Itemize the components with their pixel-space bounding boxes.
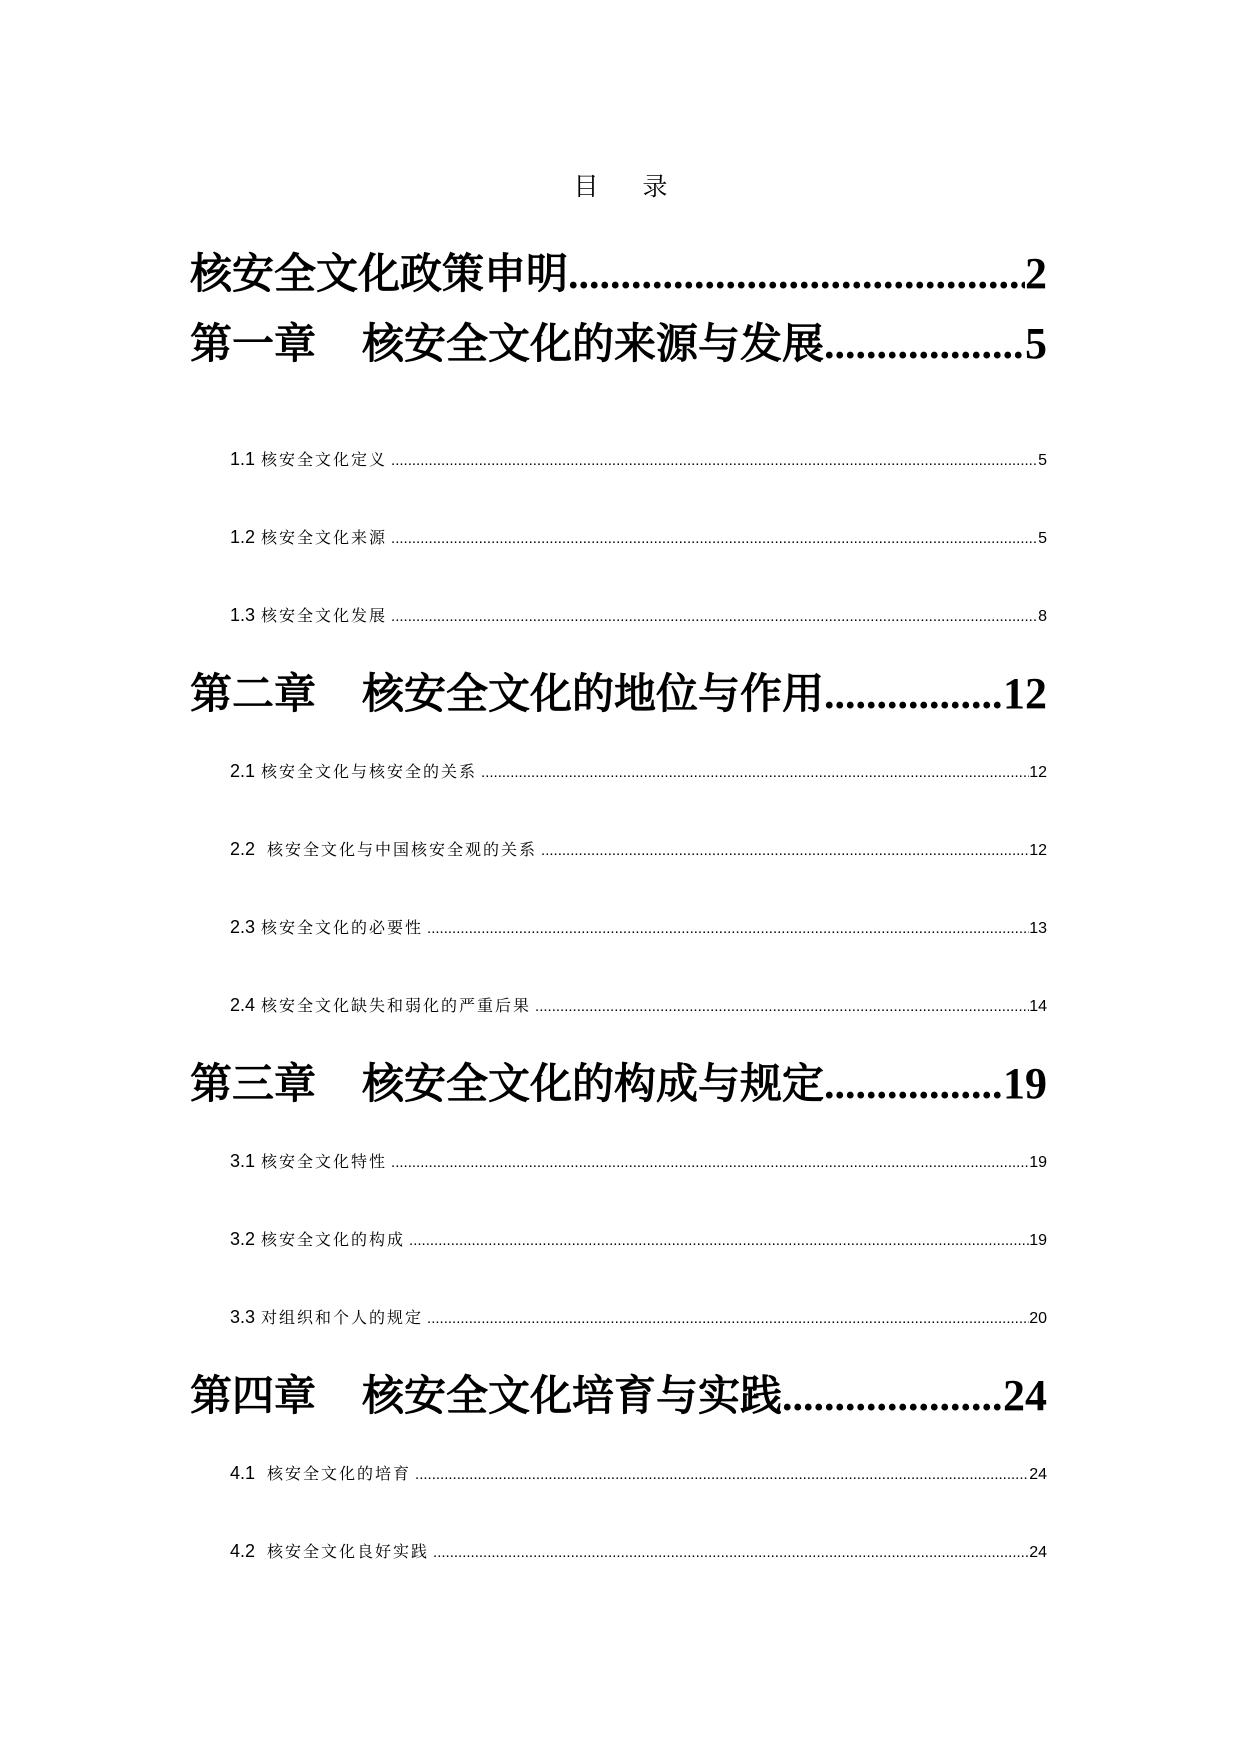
toc-entry-label: 核安全文化特性 xyxy=(261,1152,388,1171)
toc-leader-dots xyxy=(387,526,1038,552)
toc-entry-label: 核安全文化的必要性 xyxy=(261,918,424,937)
toc-chapter-number: 第二章 xyxy=(190,669,317,718)
toc-entry-label: 核安全文化缺失和弱化的严重后果 xyxy=(261,996,532,1015)
toc-section-number: 1.3 xyxy=(230,605,256,625)
toc-leader-dots xyxy=(824,1057,1003,1113)
toc-entry-section-4-1[interactable] xyxy=(230,1460,1047,1486)
toc-entry-policy-statement[interactable] xyxy=(190,246,1047,302)
toc-entry-section-3-1[interactable] xyxy=(230,1148,1047,1174)
toc-leader-dots xyxy=(824,317,1025,373)
toc-page-number: 19 xyxy=(1029,1154,1047,1171)
toc-entry-section-2-2[interactable] xyxy=(230,836,1047,862)
toc-entry-label: 核安全文化的构成与规定 xyxy=(362,1059,825,1108)
toc-section-number: 1.2 xyxy=(230,527,256,547)
toc-page-number: 14 xyxy=(1029,998,1047,1015)
toc-entry-label: 核安全文化的培育 xyxy=(267,1464,412,1483)
toc-entry-label: 核安全文化与中国核安全观的关系 xyxy=(267,840,538,859)
toc-page-number: 19 xyxy=(1029,1232,1047,1249)
toc-section-number: 2.2 xyxy=(230,839,256,859)
toc-page-number: 19 xyxy=(1003,1059,1047,1108)
toc-entry-section-2-1[interactable] xyxy=(230,758,1047,784)
toc-leader-dots xyxy=(537,838,1029,864)
toc-section-number: 4.1 xyxy=(230,1463,256,1483)
toc-entry-section-1-2[interactable] xyxy=(230,524,1047,550)
toc-leader-dots xyxy=(405,1228,1029,1254)
toc-leader-dots xyxy=(411,1462,1029,1488)
toc-chapter-number: 第四章 xyxy=(190,1371,317,1420)
toc-entry-section-4-2[interactable] xyxy=(230,1538,1047,1564)
toc-leader-dots xyxy=(531,994,1029,1020)
toc-leader-dots xyxy=(423,916,1029,942)
toc-entry-chapter-1[interactable] xyxy=(190,316,1047,372)
toc-chapter-number: 第三章 xyxy=(190,1059,317,1108)
toc-leader-dots xyxy=(429,1540,1029,1566)
toc-entry-label: 对组织和个人的规定 xyxy=(261,1308,424,1327)
toc-page-number: 12 xyxy=(1003,669,1047,718)
toc-entry-section-3-3[interactable] xyxy=(230,1304,1047,1330)
toc-entry-chapter-2[interactable] xyxy=(190,666,1047,722)
toc-entry-label: 核安全文化的来源与发展 xyxy=(362,319,825,368)
toc-page-number: 24 xyxy=(1029,1466,1047,1483)
toc-page-number: 12 xyxy=(1029,842,1047,859)
toc-page-number: 5 xyxy=(1038,452,1047,469)
toc-section-number: 2.1 xyxy=(230,761,256,781)
toc-page-number: 13 xyxy=(1029,920,1047,937)
toc-entry-label: 核安全文化定义 xyxy=(261,450,388,469)
toc-page-number: 24 xyxy=(1029,1544,1047,1561)
toc-leader-dots xyxy=(387,448,1038,474)
toc-entry-label: 核安全文化良好实践 xyxy=(267,1542,430,1561)
toc-page-number: 20 xyxy=(1029,1310,1047,1327)
toc-entry-label: 核安全文化培育与实践 xyxy=(362,1371,783,1420)
toc-leader-dots xyxy=(782,1369,1003,1425)
toc-entry-section-1-1[interactable] xyxy=(230,446,1047,472)
toc-section-number: 4.2 xyxy=(230,1541,256,1561)
toc-entry-label: 核安全文化的构成 xyxy=(261,1230,406,1249)
toc-page-number: 5 xyxy=(1025,319,1047,368)
toc-entry-chapter-4[interactable] xyxy=(190,1368,1047,1424)
toc-entry-section-1-3[interactable] xyxy=(230,602,1047,628)
toc-section-number: 3.1 xyxy=(230,1151,256,1171)
toc-section-number: 2.3 xyxy=(230,917,256,937)
toc-entry-section-3-2[interactable] xyxy=(230,1226,1047,1252)
toc-entry-label: 核安全文化与核安全的关系 xyxy=(261,762,478,781)
toc-section-number: 3.3 xyxy=(230,1307,256,1327)
toc-section-number: 2.4 xyxy=(230,995,256,1015)
toc-page-number: 2 xyxy=(1025,249,1047,298)
toc-leader-dots xyxy=(387,1150,1029,1176)
toc-leader-dots xyxy=(477,760,1029,786)
toc-page-number: 5 xyxy=(1038,530,1047,547)
toc-chapter-number: 第一章 xyxy=(190,319,317,368)
toc-leader-dots xyxy=(423,1306,1029,1332)
toc-entry-section-2-3[interactable] xyxy=(230,914,1047,940)
toc-entry-chapter-3[interactable] xyxy=(190,1056,1047,1112)
toc-page-number: 8 xyxy=(1038,608,1047,625)
toc-title: 目 录 xyxy=(573,172,686,201)
toc-leader-dots xyxy=(568,247,1025,303)
toc-entry-label: 核安全文化的地位与作用 xyxy=(362,669,825,718)
toc-entry-label: 核安全文化发展 xyxy=(261,606,388,625)
toc-section-number: 3.2 xyxy=(230,1229,256,1249)
toc-entry-label: 核安全文化政策申明 xyxy=(190,249,569,298)
toc-leader-dots xyxy=(824,667,1003,723)
toc-leader-dots xyxy=(387,604,1038,630)
toc-entry-section-2-4[interactable] xyxy=(230,992,1047,1018)
toc-entry-label: 核安全文化来源 xyxy=(261,528,388,547)
toc-section-number: 1.1 xyxy=(230,449,256,469)
toc-page-number: 12 xyxy=(1029,764,1047,781)
toc-page-number: 24 xyxy=(1003,1371,1047,1420)
